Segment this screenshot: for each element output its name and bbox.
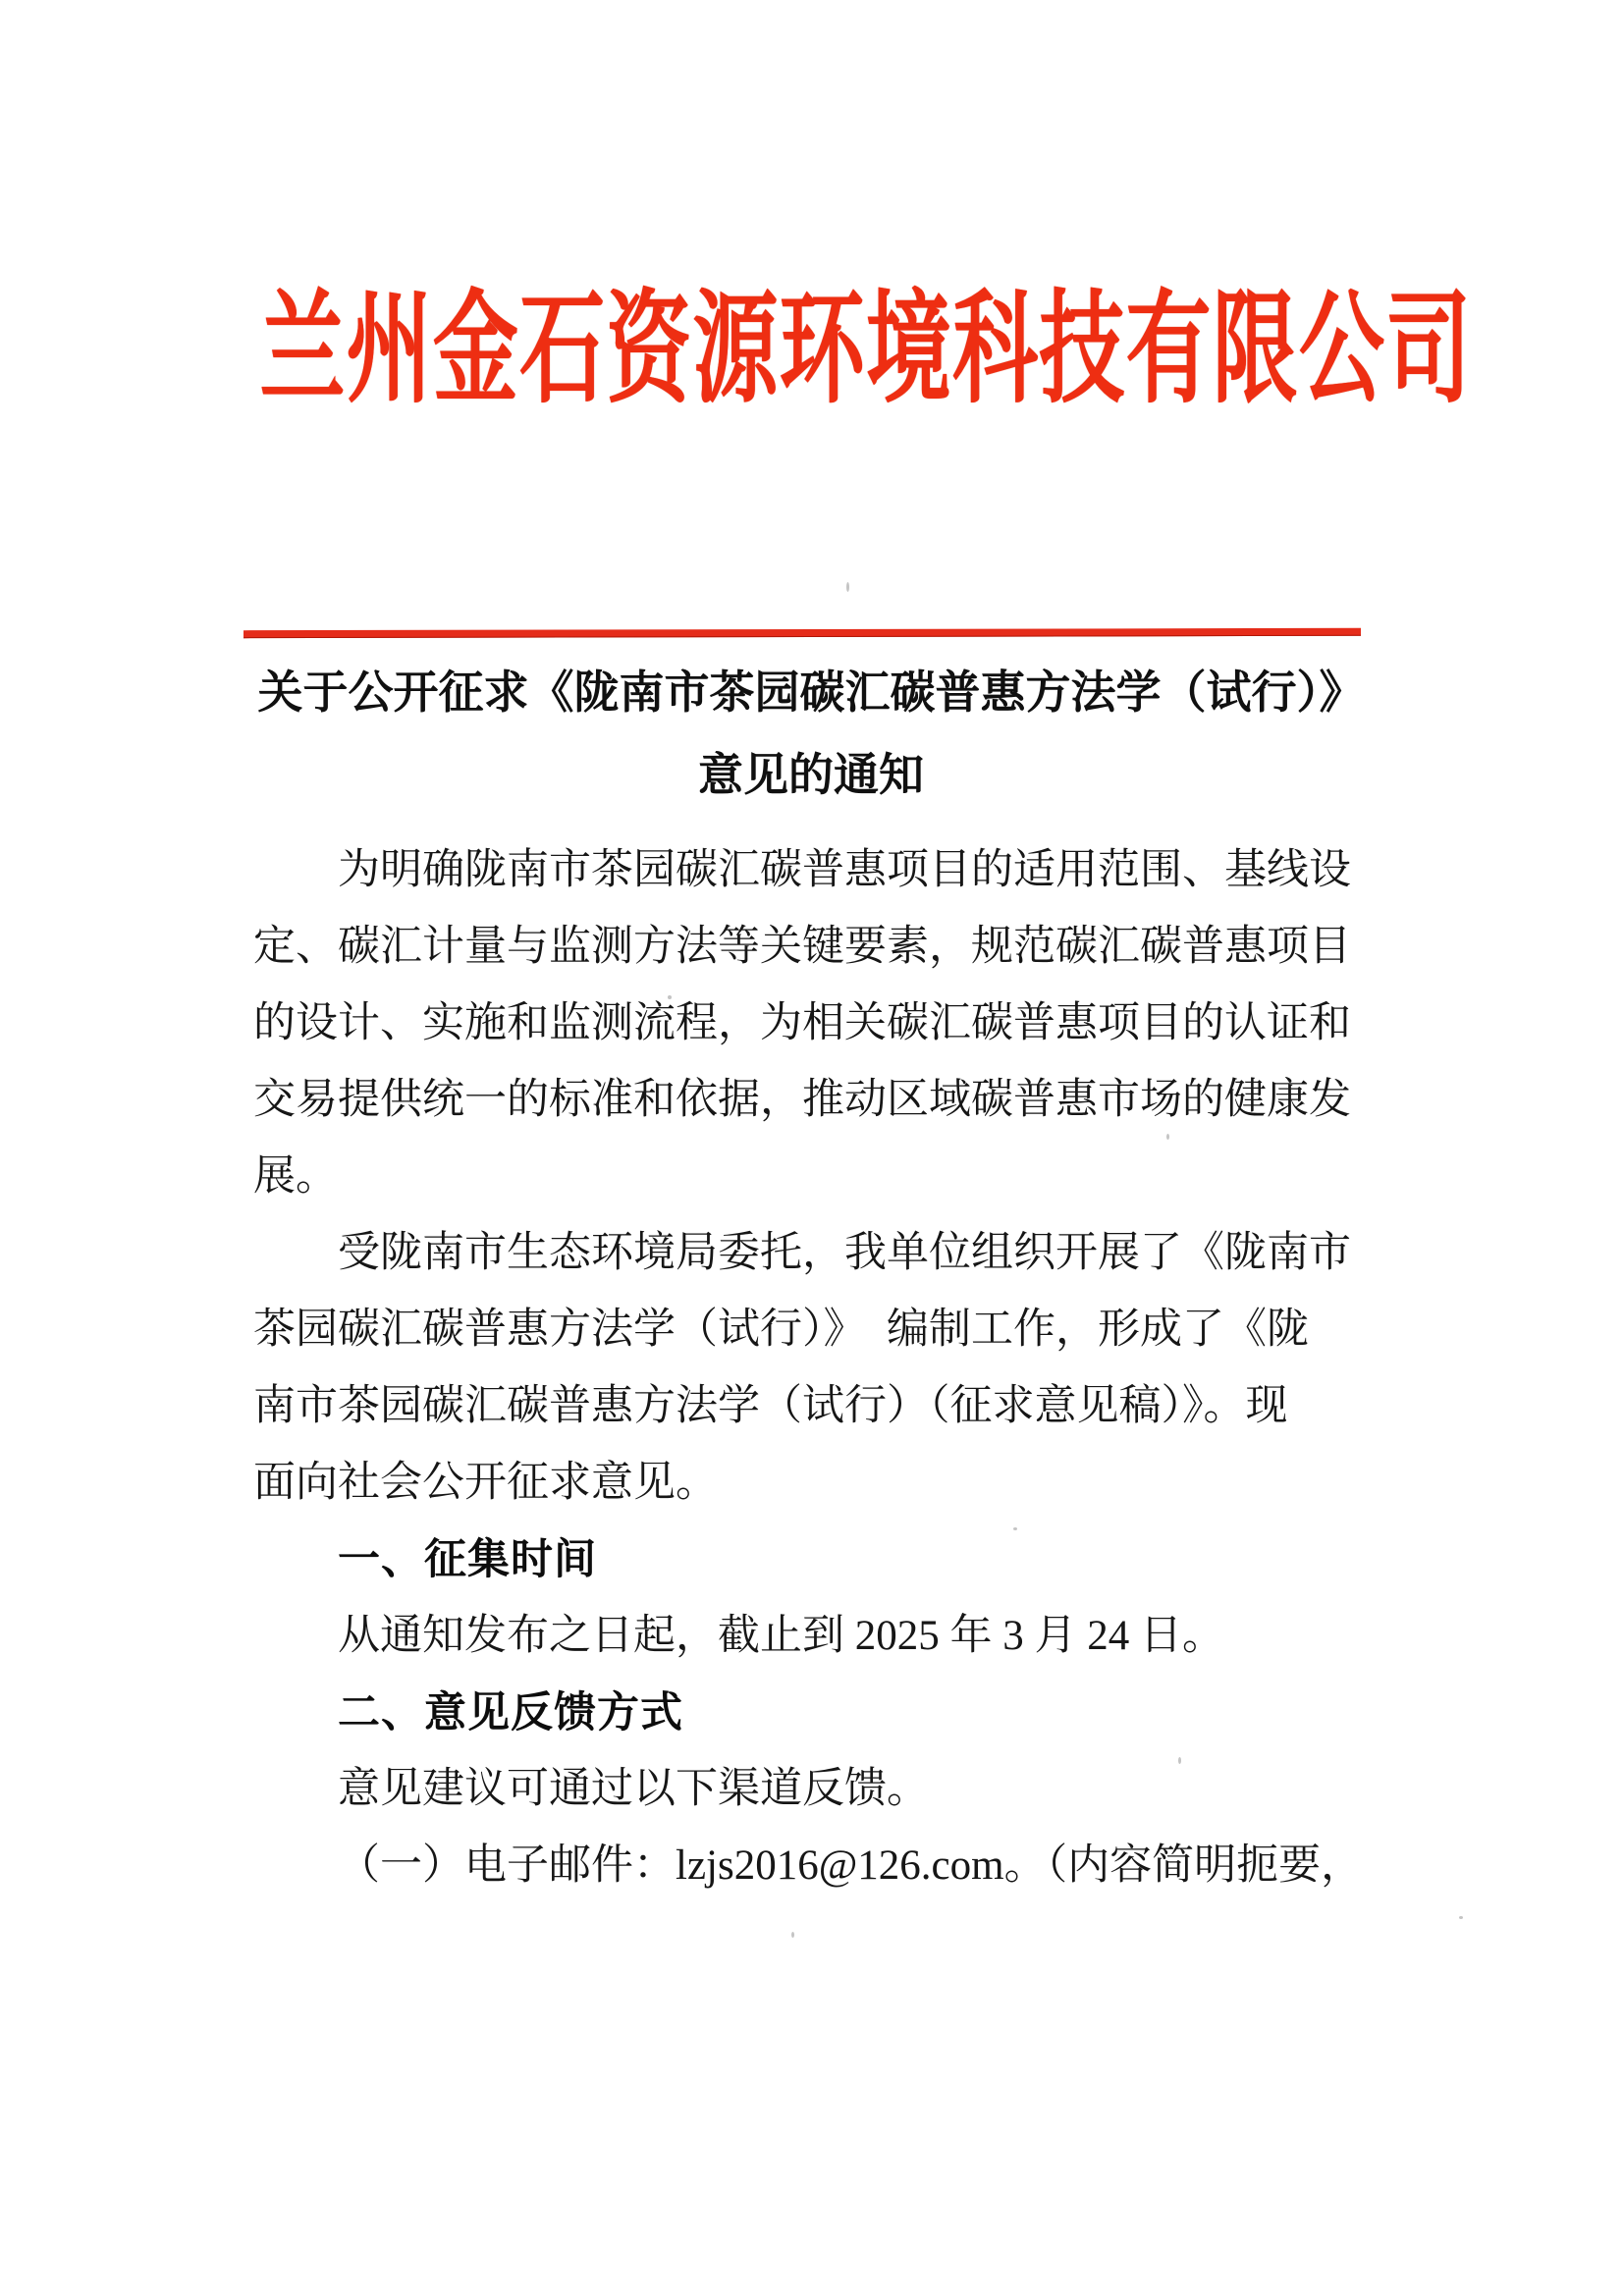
body-line: 茶园碳汇碳普惠方法学（试行）》 编制工作，形成了《陇 (253, 1307, 1309, 1353)
company-name: 兰州金石资源环境科技有限公司 (259, 283, 1473, 417)
section-heading-feedback-method: 二、意见反馈方式 (338, 1689, 683, 1736)
body-line: 南市茶园碳汇碳普惠方法学（试行）（征求意见稿）》。现 (253, 1383, 1288, 1429)
scan-speck (846, 582, 849, 592)
body-line: 的设计、实施和监测流程，为相关碳汇碳普惠项目的认证和 (253, 1000, 1351, 1046)
document-body (253, 832, 1382, 1904)
body-line-deadline: 从通知发布之日起，截止到 2025 年 3 月 24 日。 (338, 1613, 1224, 1659)
body-line: 交易提供统一的标准和依据，推动区域碳普惠市场的健康发 (253, 1077, 1351, 1123)
document-title (124, 652, 1498, 817)
scan-speck (668, 995, 672, 999)
body-line: 定、碳汇计量与监测方法等关键要素，规范碳汇碳普惠项目 (253, 924, 1351, 970)
body-line: 展。 (253, 1153, 338, 1200)
letterhead (0, 277, 1623, 424)
scan-speck (1459, 1916, 1463, 1919)
body-line-email: （一）电子邮件：lzjs2016@126.com。（内容简明扼要， (338, 1842, 1364, 1889)
scan-speck (1013, 1527, 1017, 1530)
document-title-line-1: 关于公开征求《陇南市茶园碳汇碳普惠方法学（试行）》 (257, 667, 1365, 718)
document-title-line-2: 意见的通知 (698, 750, 924, 800)
letterhead-divider-line (243, 628, 1361, 638)
body-line: 面向社会公开征求意见。 (253, 1460, 718, 1506)
body-line: 为明确陇南市茶园碳汇碳普惠项目的适用范围、基线设 (338, 847, 1351, 893)
scan-speck (791, 1932, 794, 1938)
section-heading-collection-time: 一、征集时间 (338, 1536, 597, 1583)
scan-speck (1178, 1757, 1181, 1764)
scan-speck (1166, 1134, 1169, 1140)
body-line: 意见建议可通过以下渠道反馈。 (338, 1766, 929, 1812)
body-line: 受陇南市生态环境局委托，我单位组织开展了《陇南市 (338, 1230, 1351, 1276)
